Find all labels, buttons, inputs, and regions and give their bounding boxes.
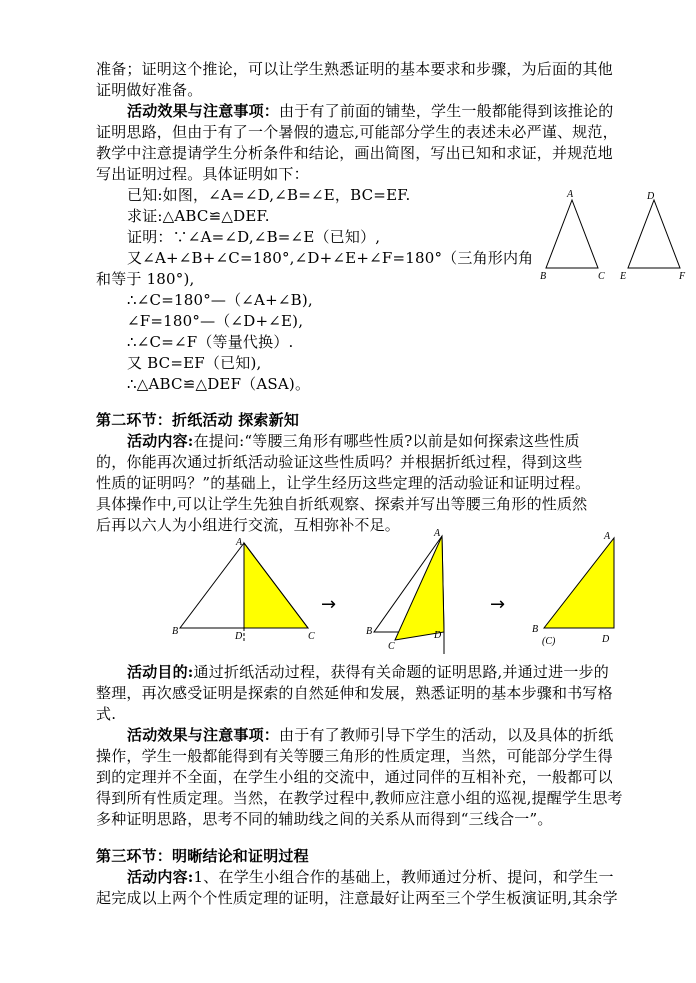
paragraph-line xyxy=(127,867,614,887)
text-line: 准备；证明这个推论，可以让学生熟悉证明的基本要求和步骤，为后面的其他 xyxy=(96,60,613,78)
text-line: 的，你能再次通过折纸活动验证这些性质吗？并根据折纸过程，得到这些 xyxy=(96,453,583,471)
text-span: 1、在学生小组合作的基础上，教师通过分析、提问，和学生一 xyxy=(193,868,614,886)
label-a: A xyxy=(567,189,574,200)
folding-step-3 xyxy=(530,528,630,648)
label-b: B xyxy=(172,626,179,637)
text-line: 证明思路，但由于有了一个暑假的遗忘,可能部分学生的表述未必严谨、规范， xyxy=(96,123,618,141)
arrow-icon: → xyxy=(321,594,337,615)
label-c: C xyxy=(598,271,605,282)
proof-step: 又 BC=EF（已知), xyxy=(127,354,262,372)
arrow-icon: → xyxy=(490,594,506,615)
paragraph-line xyxy=(127,431,580,451)
label-c: C xyxy=(388,641,395,652)
label-e: E xyxy=(620,271,627,282)
section-heading: 第三环节：明晰结论和证明过程 xyxy=(96,847,309,865)
label-d: D xyxy=(602,634,610,645)
label-c: C xyxy=(308,631,315,642)
text-span: 由于有了教师引导下学生的活动，以及具体的折纸 xyxy=(279,726,614,744)
text-span: 在提问:“等腰三角形有哪些性质?以前是如何探索这些性质 xyxy=(193,432,580,450)
label-d: D xyxy=(434,630,442,641)
triangle-abc xyxy=(546,200,598,268)
text-line: 具体操作中,可以让学生先独自折纸观察、探索并写出等腰三角形的性质然 xyxy=(96,495,588,513)
triangle-def xyxy=(628,200,680,268)
section-label: 活动效果与注意事项： xyxy=(127,102,280,120)
proof-step: ∴∠C=180°—（∠A+∠B), xyxy=(127,291,313,309)
text-line: 证明做好准备。 xyxy=(96,81,203,99)
proof-given: 已知:如图，∠A=∠D,∠B=∠E，BC=EF. xyxy=(127,186,411,204)
proof-step: ∠F=180°—（∠D+∠E), xyxy=(127,312,304,330)
proof-step: ∴∠C=∠F（等量代换）. xyxy=(127,333,294,351)
section-label: 活动目的: xyxy=(127,663,194,681)
section-label: 活动效果与注意事项： xyxy=(127,726,280,744)
yellow-right-triangle xyxy=(544,538,614,628)
label-a: A xyxy=(604,531,611,542)
text-line: 得到所有性质定理。当然，在教学过程中,教师应注意小组的巡视,提醒学生思考 xyxy=(96,789,623,807)
proof-step: 证明：∵∠A=∠D,∠B=∠E（已知）, xyxy=(127,228,381,246)
text-span: 通过折纸活动过程，获得有关命题的证明思路,并通过进一步的 xyxy=(193,663,609,681)
label-f: F xyxy=(679,271,686,282)
text-line: 操作，学生一般都能得到有关等腰三角形的性质定理，当然，可能部分学生得 xyxy=(96,747,613,765)
section-label: 活动内容: xyxy=(127,868,194,886)
label-d: D xyxy=(647,191,655,202)
congruent-triangles-figure xyxy=(536,188,686,288)
text-line: 起完成以上两个个性质定理的证明，注意最好让两至三个学生板演证明,其余学 xyxy=(96,889,618,907)
label-a: A xyxy=(236,537,243,548)
text-line: 后再以六人为小组进行交流，互相弥补不足。 xyxy=(96,516,401,534)
label-d: D xyxy=(235,631,243,642)
label-b: B xyxy=(532,624,539,635)
label-c-paren: (C) xyxy=(542,636,556,647)
paragraph-line xyxy=(127,725,613,745)
text-line: 式. xyxy=(96,705,117,723)
yellow-fold xyxy=(395,536,444,640)
text-line: 性质的证明吗？”的基础上，让学生经历这些定理的活动验证和证明过程。 xyxy=(96,474,591,492)
text-line: 整理，再次感受证明是探索的自然延伸和发展，熟悉证明的基本步骤和书写格 xyxy=(96,684,613,702)
label-a: A xyxy=(434,528,441,539)
folding-step-1 xyxy=(170,533,325,648)
proof-step: 又∠A+∠B+∠C=180°,∠D+∠E+∠F=180°（三角形内角 xyxy=(127,249,534,267)
text-line: 教学中注意提请学生分析条件和结论，画出简图，写出已知和求证，并规范地 xyxy=(96,144,613,162)
proof-step: 和等于 180°), xyxy=(96,270,195,288)
text-line: 多种证明思路，思考不同的辅助线之间的关系从而得到“三线合一”。 xyxy=(96,810,553,828)
folding-step-2 xyxy=(362,528,462,658)
label-b: B xyxy=(366,626,373,637)
label-b: B xyxy=(540,271,547,282)
paragraph-line xyxy=(127,662,609,682)
text-line: 写出证明过程。具体证明如下： xyxy=(96,165,309,183)
proof-prove: 求证:△ABC≌△DEF. xyxy=(127,207,270,225)
section-heading: 第二环节：折纸活动 探索新知 xyxy=(96,411,300,429)
text-span: 由于有了前面的铺垫，学生一般都能得到该推论的 xyxy=(279,102,614,120)
paragraph-line xyxy=(127,101,613,121)
proof-step: ∴△ABC≌△DEF（ASA)。 xyxy=(127,375,311,393)
section-label: 活动内容: xyxy=(127,432,194,450)
text-line: 到的定理并不全面，在学生小组的交流中，通过同伴的互相补充，一般都可以 xyxy=(96,768,613,786)
